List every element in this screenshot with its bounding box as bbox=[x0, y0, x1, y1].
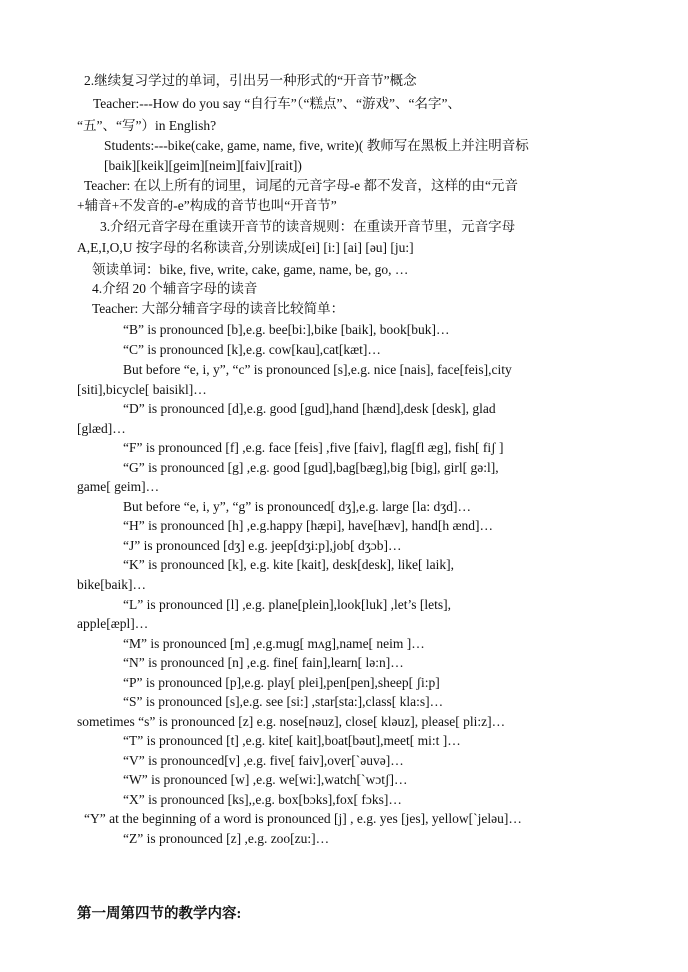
text-line: “V” is pronounced[v] ,e.g. five[ faiv],over[`əuvə]… bbox=[123, 753, 404, 768]
text-line: “Z” is pronounced [z] ,e.g. zoo[zu:]… bbox=[123, 831, 330, 846]
text-line: +辅音+不发音的-e”构成的音节也叫“开音节” bbox=[77, 198, 337, 213]
text-line: “C” is pronounced [k],e.g. cow[kau],cat[kæt]… bbox=[123, 342, 381, 357]
text-line: [glæd]… bbox=[77, 421, 126, 436]
text-line: sometimes “s” is pronounced [z] e.g. nose[nəuz], close[ kləuz], please[ pli:z]… bbox=[77, 714, 506, 729]
text-line: “J” is pronounced [dʒ] e.g. jeep[dʒi:p],job[ dʒɔb]… bbox=[123, 538, 402, 553]
text-line: 3.介绍元音字母在重读开音节的读音规则：在重读开音节里，元音字母 bbox=[100, 219, 516, 234]
section-heading: 第一周第四节的教学内容: bbox=[77, 906, 242, 922]
text-line: “D” is pronounced [d],e.g. good [gud],hand [hænd],desk [desk], glad bbox=[123, 401, 496, 416]
text-line: “G” is pronounced [g] ,e.g. good [gud],bag[bæg],big [big], girl[ gə:l], bbox=[123, 460, 499, 475]
text-line: [siti],bicycle[ baisikl]… bbox=[77, 382, 207, 397]
text-line: [baik][keik][geim][neim][faiv][rait]) bbox=[104, 158, 302, 173]
text-line: “M” is pronounced [m] ,e.g.mug[ mʌg],name[ neim ]… bbox=[123, 636, 425, 651]
text-line: “W” is pronounced [w] ,e.g. we[wi:],watch[`wɔtʃ]… bbox=[123, 772, 408, 787]
text-line: 2.继续复习学过的单词，引出另一种形式的“开音节”概念 bbox=[84, 73, 417, 88]
text-line: 领读单词：bike, five, write, cake, game, name, be, go, … bbox=[92, 262, 409, 277]
text-line: bike[baik]… bbox=[77, 577, 146, 592]
text-line: “F” is pronounced [f] ,e.g. face [feis] ,five [faiv], flag[fl æg], fish[ fiʃ ] bbox=[123, 440, 504, 455]
text-line: “B” is pronounced [b],e.g. bee[bi:],bike [baik], book[buk]… bbox=[123, 322, 450, 337]
text-line: 4.介绍 20 个辅音字母的读音 bbox=[92, 281, 258, 296]
text-line: “K” is pronounced [k], e.g. kite [kait], desk[desk], like[ laik], bbox=[123, 557, 455, 572]
text-line: Students:---bike(cake, game, name, five, write)( 教师写在黑板上并注明音标 bbox=[104, 138, 529, 153]
text-line: But before “e, i, y”, “c” is pronounced [s],e.g. nice [nais], face[feis],city bbox=[123, 362, 512, 377]
text-line: “T” is pronounced [t] ,e.g. kite[ kait],boat[bəut],meet[ mi:t ]… bbox=[123, 733, 461, 748]
text-line: apple[æpl]… bbox=[77, 616, 149, 631]
text-line: A,E,I,O,U 按字母的名称读音,分别读成[ei] [i:] [ai] [əu] [ju:] bbox=[77, 240, 414, 255]
text-line: game[ geim]… bbox=[77, 479, 160, 494]
text-line: Teacher:---How do you say “自行车”（“糕点”、“游戏”、“名字”、 bbox=[93, 96, 461, 111]
text-line: “L” is pronounced [l] ,e.g. plane[plein],look[luk] ,let’s [lets], bbox=[123, 597, 452, 612]
text-line: “Y” at the beginning of a word is pronounced [j] , e.g. yes [jes], yellow[`jeləu]… bbox=[84, 811, 522, 826]
text-line: “X” is pronounced [ks],,e.g. box[bɔks],fox[ fɔks]… bbox=[123, 792, 402, 807]
text-line: Teacher: 大部分辅音字母的读音比较简单： bbox=[92, 301, 345, 316]
text-line: But before “e, i, y”, “g” is pronounced[ dʒ],e.g. large [la: dʒd]… bbox=[123, 499, 471, 514]
text-line: “S” is pronounced [s],e.g. see [si:] ,star[sta:],class[ kla:s]… bbox=[123, 694, 444, 709]
text-line: “N” is pronounced [n] ,e.g. fine[ fain],learn[ lə:n]… bbox=[123, 655, 404, 670]
text-line: Teacher: 在以上所有的词里，词尾的元音字母-e 都不发音，这样的由“元音 bbox=[84, 178, 518, 193]
text-line: “H” is pronounced [h] ,e.g.happy [hæpi], have[hæv], hand[h ænd]… bbox=[123, 518, 494, 533]
text-line: “五”、“写”）in English? bbox=[77, 118, 217, 133]
text-line: “P” is pronounced [p],e.g. play[ plei],pen[pen],sheep[ ʃi:p] bbox=[123, 675, 440, 690]
